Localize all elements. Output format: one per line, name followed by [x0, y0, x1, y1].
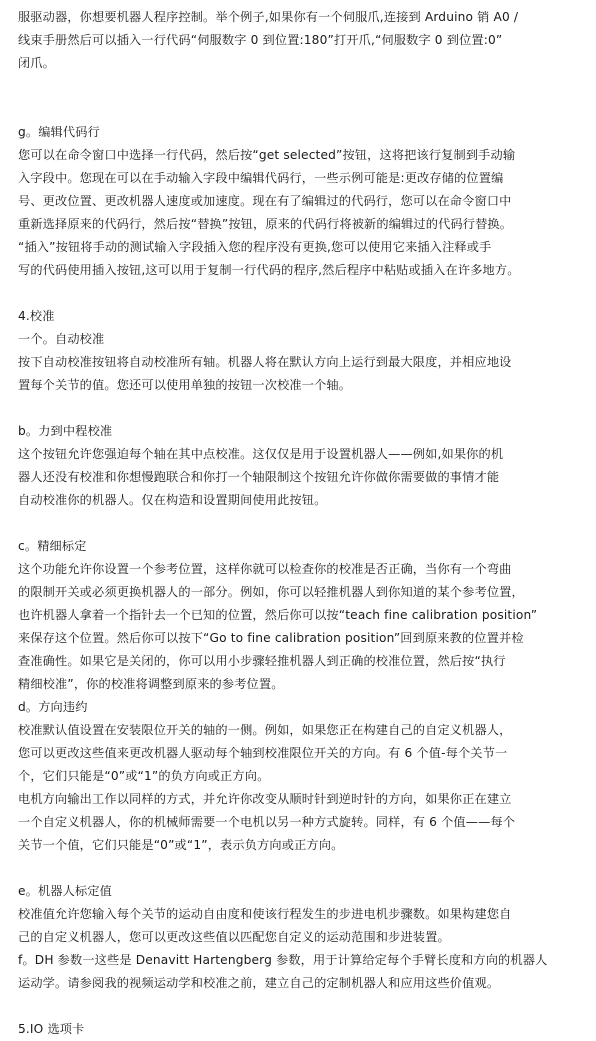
section-heading-calibration: 4.校准 — [18, 309, 55, 323]
paragraph-line: 重新选择原来的代码行，然后按“替换”按钮，原来的代码行将被新的编辑过的代码行替换。 — [18, 217, 513, 231]
paragraph-line: 写的代码使用插入按钮,这可以用于复制一行代码的程序,然后程序中粘贴或插入在许多地方。 — [18, 263, 520, 277]
section-heading-edit-code-line: g。编辑代码行 — [18, 125, 100, 139]
paragraph-line: 按下自动校准按钮将自动校准所有轴。机器人将在默认方向上运行到最大限度，并相应地设 — [18, 355, 512, 369]
paragraph-line: 一个自定义机器人，你的机械师需要一个电机以另一种方式旋转。同样，有 6 个值——每个 — [18, 815, 516, 829]
paragraph-line: 电机方向输出工作以同样的方式，并允许你改变从顺时针到逆时针的方向，如果你正在建立 — [18, 792, 512, 806]
paragraph-line: 线束手册然后可以插入一行代码“伺服数字 0 到位置:180”打开爪,“伺服数字 0 到位置:0” — [18, 33, 503, 47]
section-heading-io-tab: 5.IO 选项卡 — [18, 1022, 85, 1036]
paragraph-line: 精细校准”，你的校准将调整到原来的参考位置。 — [18, 677, 284, 691]
paragraph-line: 查准确性。如果它是关闭的，你可以用小步骤轻推机器人到正确的校准位置，然后按“执行 — [18, 654, 506, 668]
paragraph-line: 也许机器人拿着一个指针去一个已知的位置，然后你可以按“teach fine calibration position” — [18, 608, 538, 622]
paragraph-line: 这个功能允许你设置一个参考位置，这样你就可以检查你的校准是否正确，当你有一个弯曲 — [18, 562, 512, 576]
paragraph-line: 置每个关节的值。您还可以使用单独的按钮一次校准一个轴。 — [18, 378, 352, 392]
paragraph-line: 入字段中。您现在可以在手动输入字段中编辑代码行，一些示例可能是:更改存储的位置编 — [18, 171, 504, 185]
paragraph-line: 您可以在命令窗口中选择一行代码，然后按“get selected”按钮，这将把该行复制到手动输 — [18, 148, 516, 162]
paragraph-line: 这个按钮允许您强迫每个轴在其中点校准。这仅仅是用于设置机器人——例如,如果你的机 — [18, 447, 504, 461]
paragraph-line: 关节一个值，它们只能是“0”或“1”，表示负方向或正方向。 — [18, 838, 344, 852]
paragraph-line: 闭爪。 — [18, 56, 56, 70]
paragraph-line: 校准值允许您输入每个关节的运动自由度和使该行程发生的步进电机步骤数。如果构建您自 — [18, 907, 512, 921]
paragraph-line: 您可以更改这些值来更改机器人驱动每个轴到校准限位开关的方向。有 6 个值-每个关节一 — [18, 746, 508, 760]
paragraph-line: “插入”按钮将手动的测试输入字段插入您的程序没有更换,您可以使用它来插入注释或手 — [18, 240, 492, 254]
paragraph-line: 自动校准你的机器人。仅在构造和设置期间使用此按钮。 — [18, 493, 327, 507]
subsection-heading-fine-calibration: c。精细标定 — [18, 539, 87, 553]
subsection-heading-robot-calibration-values: e。机器人标定值 — [18, 884, 113, 898]
paragraph-line: 服驱动器，你想要机器人程序控制。举个例子,如果你有一个伺服爪,连接到 Arduino 销 A0 / — [18, 10, 519, 24]
subsection-heading-auto-calibration: 一个。自动校准 — [18, 332, 105, 346]
subsection-heading-force-midrange: b。力到中程校准 — [18, 424, 113, 438]
paragraph-line: 校准默认值设置在安装限位开关的轴的一侧。例如，如果您正在构建自己的自定义机器人， — [18, 723, 512, 737]
paragraph-line: 的限制开关或必须更换机器人的一部分。例如，你可以轻推机器人到你知道的某个参考位置， — [18, 585, 524, 599]
paragraph-line: 个，它们只能是“0”或“1”的负方向或正方向。 — [18, 769, 270, 783]
paragraph-line: f。DH 参数一这些是 Denavitt Hartengberg 参数，用于计算给定每个手臂长度和方向的机器人 — [18, 953, 548, 967]
paragraph-line: 器人还没有校准和你想慢跑联合和你打一个轴限制这个按钮允许你做你需要做的事情才能 — [18, 470, 500, 484]
subsection-heading-direction-defaults: d。方向违约 — [18, 700, 88, 714]
paragraph-line: 运动学。请参阅我的视频运动学和校准之前，建立自己的定制机器人和应用这些价值观。 — [18, 976, 500, 990]
paragraph-line: 来保存这个位置。然后你可以按下“Go to fine calibration position”回到原来教的位置并检 — [18, 631, 524, 645]
paragraph-line: 号、更改位置、更改机器人速度或加速度。现在有了编辑过的代码行，您可以在命令窗口中 — [18, 194, 512, 208]
paragraph-line: 己的自定义机器人，您可以更改这些值以匹配您自定义的运动范围和步进装置。 — [18, 930, 450, 944]
